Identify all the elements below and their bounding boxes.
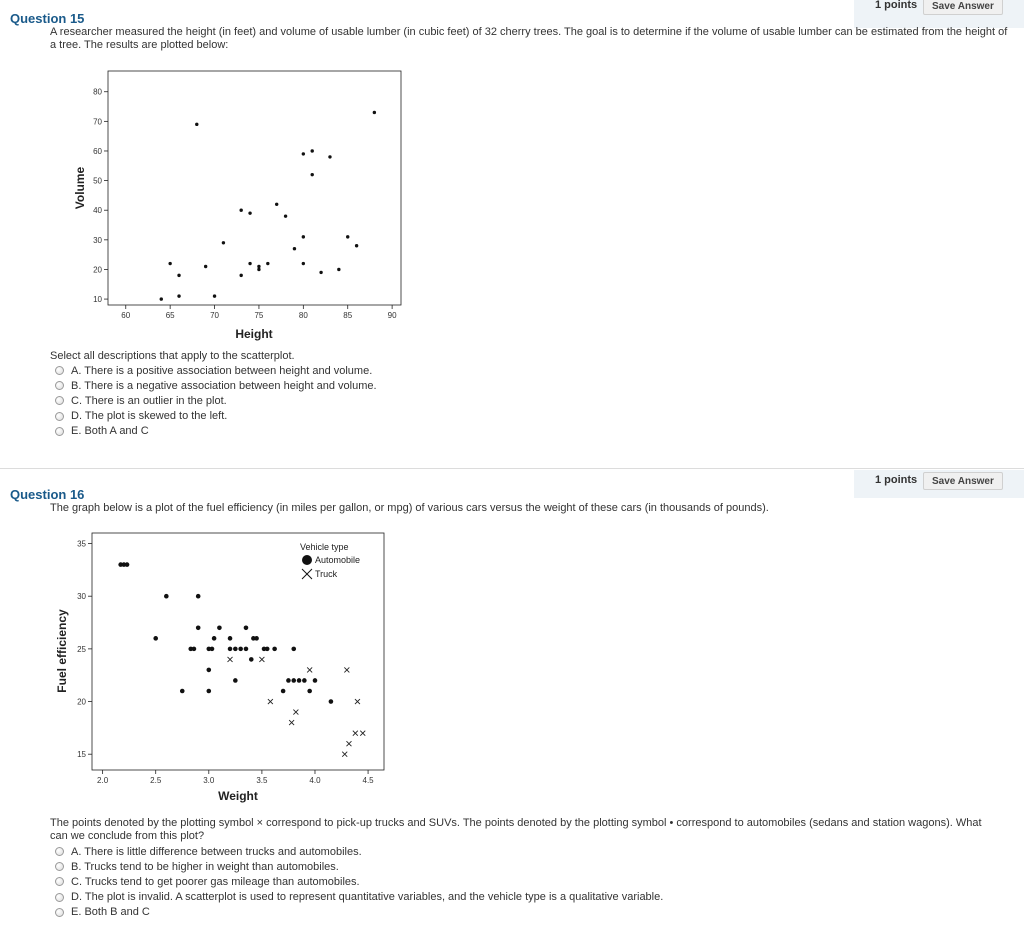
automobile-point	[153, 636, 158, 641]
q16-question-text: The points denoted by the plotting symbol × correspond to pick-up trucks and SUVs. The points denoted by the plotting symbol • correspond to automobiles (sedans and station wagons). What can we conclude from this plot?	[50, 817, 982, 842]
automobile-point	[233, 678, 238, 683]
tree-point	[293, 247, 296, 250]
x-tick-label: 2.0	[97, 776, 109, 785]
x-tick-label: 60	[121, 311, 131, 320]
q16-option-c[interactable]	[55, 874, 663, 889]
radio-button[interactable]	[55, 427, 64, 436]
legend-truck-label: Truck	[315, 569, 338, 579]
automobile-point	[254, 636, 259, 641]
x-tick-label: 3.0	[203, 776, 215, 785]
automobile-point	[207, 668, 212, 673]
tree-point	[257, 265, 260, 268]
q15-options	[55, 363, 377, 439]
radio-button[interactable]	[55, 908, 64, 917]
q15-title: Question 15	[10, 11, 85, 26]
tree-point	[248, 211, 251, 214]
automobile-point	[233, 647, 238, 652]
q15-instruction: Select all descriptions that apply to the scatterplot.	[50, 350, 295, 362]
y-tick-label: 10	[93, 295, 102, 305]
tree-point	[355, 244, 358, 247]
q15-save-answer-button[interactable]: Save Answer	[923, 0, 1003, 15]
x-tick-label: 65	[165, 311, 175, 320]
automobile-point	[244, 626, 249, 631]
q16-title: Question 16	[10, 487, 85, 502]
q15-prompt: A researcher measured the height (in feet) and volume of usable lumber (in cubic feet) of 32 cherry trees. The goal is to determine if the volume of usable lumber can be estimated from the height of a tree. The results are plotted below:	[50, 26, 1008, 51]
automobile-point	[272, 647, 277, 652]
option-label: C. Trucks tend to get poorer gas mileage than automobiles.	[71, 875, 360, 888]
q16-y-axis-label: Fuel efficiency	[55, 609, 69, 693]
q16-prompt: The graph below is a plot of the fuel efficiency (in miles per gallon, or mpg) of various cars versus the weight of these cars (in thousands of pounds).	[50, 502, 769, 514]
radio-button[interactable]	[55, 366, 64, 375]
q16-scatterplot	[50, 527, 450, 807]
tree-point	[328, 155, 331, 158]
q16-option-d[interactable]	[55, 890, 663, 905]
y-tick-label: 35	[77, 539, 86, 549]
q15-option-e[interactable]	[55, 424, 377, 439]
automobile-point	[125, 562, 130, 567]
q16-options	[55, 844, 663, 920]
x-tick-label: 2.5	[150, 776, 162, 785]
tree-point	[222, 241, 225, 244]
tree-point	[275, 203, 278, 206]
tree-point	[373, 111, 376, 114]
radio-button[interactable]	[55, 847, 64, 856]
automobile-point	[196, 594, 201, 599]
radio-button[interactable]	[55, 877, 64, 886]
tree-point	[266, 262, 269, 265]
automobile-point	[249, 657, 254, 662]
automobile-point	[244, 647, 249, 652]
y-tick-label: 70	[93, 117, 102, 127]
tree-point	[346, 235, 349, 238]
automobile-point	[212, 636, 217, 641]
q15-scatterplot	[60, 62, 460, 352]
tree-point	[302, 235, 305, 238]
automobile-point	[238, 647, 243, 652]
y-tick-label: 15	[77, 750, 86, 760]
x-tick-label: 80	[298, 311, 308, 320]
x-tick-label: 70	[210, 311, 219, 320]
tree-point	[302, 262, 305, 265]
radio-button[interactable]	[55, 396, 64, 405]
automobile-point	[291, 647, 296, 652]
automobile-point	[228, 636, 233, 641]
y-tick-label: 80	[93, 87, 102, 97]
automobile-point	[265, 647, 270, 652]
q16-x-axis-label: Weight	[218, 789, 258, 803]
tree-point	[337, 268, 340, 271]
tree-point	[204, 265, 207, 268]
option-label: A. There is little difference between trucks and automobiles.	[71, 845, 362, 858]
automobile-point	[329, 699, 334, 704]
tree-point	[177, 274, 180, 277]
automobile-point	[291, 678, 296, 683]
tree-point	[160, 297, 163, 300]
tree-point	[239, 274, 242, 277]
option-label: D. The plot is skewed to the left.	[71, 410, 228, 423]
q15-option-d[interactable]	[55, 409, 377, 424]
question-divider	[0, 468, 1024, 469]
automobile-point	[180, 689, 185, 694]
legend-automobile-label: Automobile	[315, 555, 361, 565]
automobile-point	[196, 626, 201, 631]
q15-points: 1 points	[875, 0, 918, 11]
radio-button[interactable]	[55, 381, 64, 390]
y-tick-label: 40	[93, 206, 102, 216]
automobile-point	[164, 594, 169, 599]
tree-point	[195, 123, 198, 126]
tree-point	[302, 152, 305, 155]
radio-button[interactable]	[55, 412, 64, 421]
x-tick-label: 4.0	[309, 776, 321, 785]
automobile-point	[302, 678, 307, 683]
tree-point	[311, 173, 314, 176]
y-tick-label: 30	[93, 235, 102, 245]
y-tick-label: 20	[93, 265, 102, 275]
tree-point	[168, 262, 171, 265]
y-tick-label: 20	[77, 697, 86, 707]
legend-title: Vehicle type	[300, 542, 349, 552]
q15-x-axis-label: Height	[235, 327, 273, 341]
y-tick-label: 60	[93, 146, 102, 156]
automobile-point	[217, 626, 222, 631]
q16-save-answer-button[interactable]: Save Answer	[923, 472, 1003, 490]
q16-option-a[interactable]	[55, 844, 663, 859]
x-tick-label: 3.5	[256, 776, 268, 785]
q15-y-axis-label: Volume	[73, 166, 87, 210]
automobile-point	[207, 689, 212, 694]
option-label: B. Trucks tend to be higher in weight than automobiles.	[71, 860, 339, 873]
tree-point	[319, 271, 322, 274]
x-tick-label: 4.5	[362, 776, 374, 785]
tree-point	[177, 294, 180, 297]
radio-button[interactable]	[55, 893, 64, 902]
tree-point	[284, 214, 287, 217]
y-tick-label: 50	[93, 176, 102, 186]
tree-point	[257, 268, 260, 271]
x-tick-label: 90	[387, 311, 397, 320]
x-tick-label: 75	[254, 311, 264, 320]
automobile-point	[228, 647, 233, 652]
option-label: B. There is a negative association between height and volume.	[71, 379, 377, 392]
automobile-point	[281, 689, 286, 694]
automobile-point	[192, 647, 197, 652]
option-label: C. There is an outlier in the plot.	[71, 394, 227, 407]
tree-point	[248, 262, 251, 265]
option-label: D. The plot is invalid. A scatterplot is used to represent quantitative variables, and the vehicle type is a qualitative variable.	[71, 891, 664, 904]
automobile-point	[210, 647, 215, 652]
tree-point	[311, 149, 314, 152]
option-label: E. Both A and C	[71, 425, 149, 438]
x-tick-label: 85	[343, 311, 353, 320]
legend-automobile-marker	[302, 555, 312, 565]
automobile-point	[286, 678, 291, 683]
automobile-point	[313, 678, 318, 683]
radio-button[interactable]	[55, 862, 64, 871]
y-tick-label: 30	[77, 592, 86, 602]
q15-option-c[interactable]	[55, 393, 377, 408]
option-label: A. There is a positive association between height and volume.	[71, 364, 373, 377]
option-label: E. Both B and C	[71, 906, 150, 919]
q15-option-b[interactable]	[55, 378, 377, 393]
q16-option-e[interactable]	[55, 905, 663, 920]
tree-point	[239, 209, 242, 212]
automobile-point	[307, 689, 312, 694]
automobile-point	[297, 678, 302, 683]
q15-option-a[interactable]	[55, 363, 377, 378]
y-tick-label: 25	[77, 644, 86, 654]
q16-points: 1 points	[875, 474, 918, 486]
q16-option-b[interactable]	[55, 859, 663, 874]
tree-point	[213, 294, 216, 297]
